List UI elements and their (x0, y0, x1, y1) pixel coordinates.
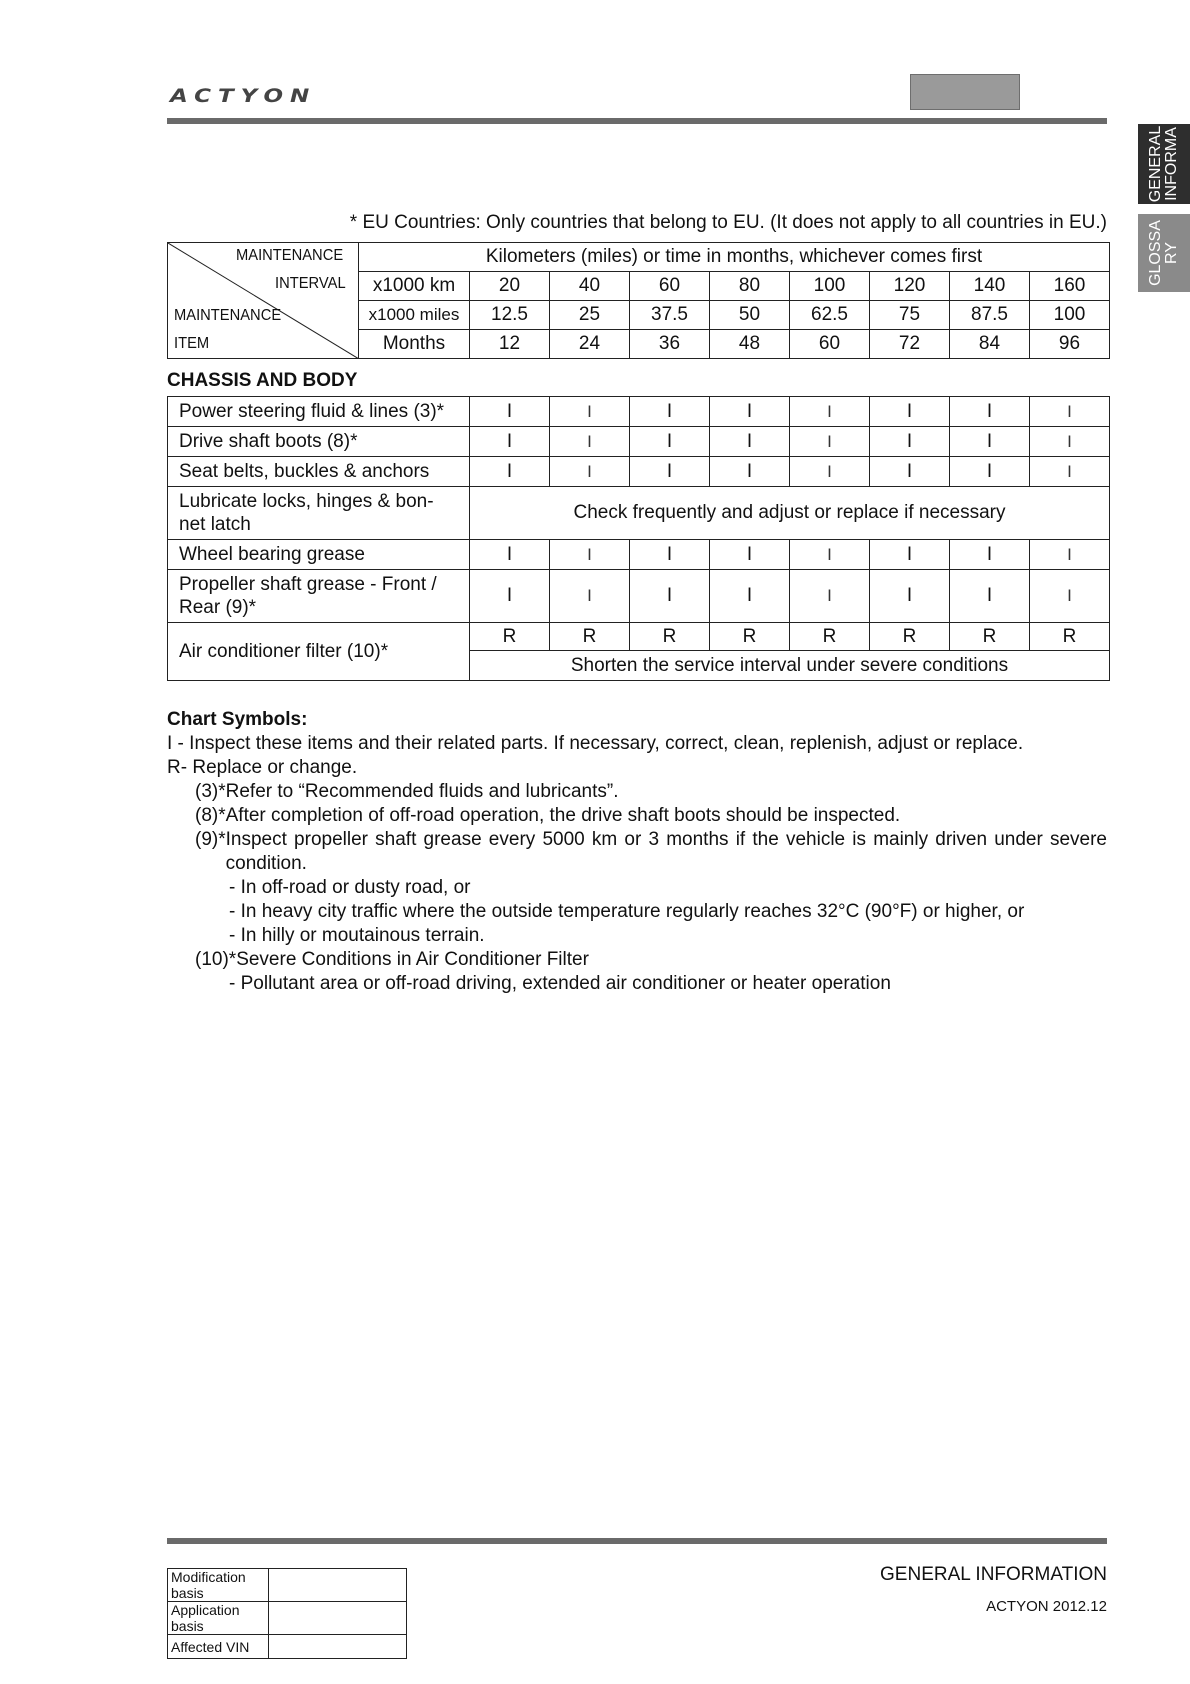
mark-cell: I (630, 570, 710, 623)
note-key: (10)* (195, 949, 237, 970)
interval-value: 120 (870, 272, 950, 301)
interval-value: 62.5 (790, 301, 870, 330)
note-text: Inspect propeller shaft grease every 5000 km or 3 months if the vehicle is mainly driven under severe condition. (225, 829, 1107, 874)
side-tab-general-label: GENERAL INFORMA (1147, 125, 1180, 203)
mark-cell: I (950, 427, 1030, 457)
note-key: (8)* (195, 805, 226, 826)
mark-cell: I (550, 397, 630, 427)
note-9 (167, 828, 1107, 876)
interval-value: 72 (870, 330, 950, 359)
item-name: Drive shaft boots (8)* (168, 427, 470, 457)
mark-cell: I (1030, 570, 1110, 623)
note-10 (167, 948, 1107, 972)
mod-label: Affected VIN (168, 1635, 269, 1659)
interval-value: 20 (470, 272, 550, 301)
mark-cell: I (550, 427, 630, 457)
item-name: Power steering fluid & lines (3)* (168, 397, 470, 427)
unit-cell: x1000 miles (359, 301, 470, 330)
interval-value: 12 (470, 330, 550, 359)
side-tab-general-information[interactable] (1138, 124, 1190, 204)
interval-value: 80 (710, 272, 790, 301)
interval-value: 140 (950, 272, 1030, 301)
actyon-logo: ACTYON (170, 86, 317, 107)
mark-cell: I (630, 540, 710, 570)
mark-cell: I (710, 570, 790, 623)
modification-table (167, 1568, 407, 1659)
footer-rule (167, 1538, 1107, 1544)
interval-value: 87.5 (950, 301, 1030, 330)
corner-label-interval: INTERVAL (275, 275, 346, 292)
mark-cell: I (550, 540, 630, 570)
interval-value: 84 (950, 330, 1030, 359)
mark-cell: I (710, 397, 790, 427)
mark-cell: I (550, 570, 630, 623)
interval-value: 100 (1030, 301, 1110, 330)
section-title-chassis-body: CHASSIS AND BODY (167, 370, 358, 391)
interval-value: 36 (630, 330, 710, 359)
header-rule (167, 118, 1107, 124)
chassis-body-items-table (167, 396, 1110, 681)
mark-cell: I (470, 397, 550, 427)
interval-value: 25 (550, 301, 630, 330)
mod-value (269, 1602, 407, 1635)
note-text: Severe Conditions in Air Conditioner Filter (236, 949, 589, 970)
mark-cell: I (950, 540, 1030, 570)
mark-cell: I (470, 457, 550, 487)
table-row (168, 570, 1110, 623)
unit-cell: x1000 km (359, 272, 470, 301)
note-key: (3)* (195, 781, 226, 802)
table-row (168, 487, 1110, 540)
span-note-cell: Check frequently and adjust or replace if necessary (470, 487, 1110, 540)
symbol-i-key: I - (167, 733, 184, 754)
interval-value: 40 (550, 272, 630, 301)
item-name: Seat belts, buckles & anchors (168, 457, 470, 487)
interval-value: 60 (790, 330, 870, 359)
side-tab-glossary[interactable] (1138, 214, 1190, 292)
interval-value: 75 (870, 301, 950, 330)
interval-value: 50 (710, 301, 790, 330)
symbol-i (167, 732, 1107, 756)
item-name: Propeller shaft grease - Front / Rear (9)* (168, 570, 470, 623)
mark-cell: I (630, 427, 710, 457)
maintenance-interval-table (167, 242, 1110, 359)
mark-cell: I (790, 540, 870, 570)
mark-cell: I (870, 397, 950, 427)
span-note-cell: Shorten the service interval under severe conditions (470, 651, 1110, 681)
mark-cell: I (470, 427, 550, 457)
symbol-r (167, 756, 1107, 780)
mark-cell: I (950, 457, 1030, 487)
corner-label-item: ITEM (174, 335, 210, 352)
mark-cell: I (870, 540, 950, 570)
mark-cell: I (470, 570, 550, 623)
table-row (168, 1635, 407, 1659)
mark-cell: I (950, 397, 1030, 427)
interval-value: 48 (710, 330, 790, 359)
mark-cell: R (1030, 623, 1110, 651)
mark-cell: I (1030, 397, 1110, 427)
mod-label: Application basis (168, 1602, 269, 1635)
mark-cell: R (630, 623, 710, 651)
corner-label-maintenance-interval: MAINTENANCE (235, 247, 343, 264)
side-tab-glossary-label: GLOSSA RY (1147, 220, 1180, 286)
mark-cell: R (950, 623, 1030, 651)
table-row (168, 540, 1110, 570)
corner-label-maintenance-item: MAINTENANCE (174, 307, 282, 324)
mark-cell: I (790, 397, 870, 427)
mark-cell: I (870, 570, 950, 623)
note-8 (167, 804, 1107, 828)
mark-cell: I (1030, 427, 1110, 457)
footer-title: GENERAL INFORMATION (880, 1564, 1107, 1585)
note-key: (9)* (195, 829, 226, 850)
table-corner-cell (168, 243, 359, 359)
mark-cell: I (630, 457, 710, 487)
symbol-i-text: Inspect these items and their related parts. If necessary, correct, clean, replenish, adjust or replace. (189, 733, 1024, 754)
table-row (168, 623, 1110, 651)
mark-cell: I (790, 427, 870, 457)
mark-cell: I (470, 540, 550, 570)
chart-symbols (167, 708, 1107, 996)
item-name: Lubricate locks, hinges & bon-net latch (168, 487, 470, 540)
mark-cell: I (790, 457, 870, 487)
mark-cell: I (1030, 457, 1110, 487)
interval-value: 100 (790, 272, 870, 301)
eu-countries-note: * EU Countries: Only countries that belong to EU. (It does not apply to all countries in EU.) (349, 212, 1107, 233)
table-row (168, 1602, 407, 1635)
mark-cell: I (950, 570, 1030, 623)
item-name: Air conditioner filter (10)* (168, 623, 470, 681)
mod-value (269, 1569, 407, 1602)
mark-cell: R (790, 623, 870, 651)
note-3 (167, 780, 1107, 804)
mod-label: Modification basis (168, 1569, 269, 1602)
interval-value: 37.5 (630, 301, 710, 330)
mark-cell: I (790, 570, 870, 623)
mark-cell: R (870, 623, 950, 651)
interval-value: 96 (1030, 330, 1110, 359)
mark-cell: R (550, 623, 630, 651)
interval-value: 12.5 (470, 301, 550, 330)
note-text: After completion of off-road operation, the drive shaft boots should be inspected. (225, 805, 901, 826)
mark-cell: I (870, 457, 950, 487)
item-name: Wheel bearing grease (168, 540, 470, 570)
table-row (168, 1569, 407, 1602)
mark-cell: I (710, 457, 790, 487)
interval-value: 24 (550, 330, 630, 359)
footer-subtitle: ACTYON 2012.12 (986, 1598, 1107, 1615)
interval-value: 60 (630, 272, 710, 301)
header-gray-box (910, 74, 1020, 110)
mark-cell: I (870, 427, 950, 457)
mark-cell: I (630, 397, 710, 427)
chart-symbols-title: Chart Symbols: (167, 709, 308, 730)
table-row (168, 397, 1110, 427)
mod-value (269, 1635, 407, 1659)
symbol-r-key: R- (167, 757, 188, 778)
mark-cell: I (550, 457, 630, 487)
note-text: Refer to “Recommended fluids and lubricants”. (225, 781, 619, 802)
interval-span-header: Kilometers (miles) or time in months, whichever comes first (359, 243, 1110, 272)
mark-cell: I (710, 427, 790, 457)
note-10-sub: - Pollutant area or off-road driving, extended air conditioner or heater operation (229, 973, 891, 994)
interval-value: 160 (1030, 272, 1110, 301)
table-row (168, 457, 1110, 487)
mark-cell: I (710, 540, 790, 570)
mark-cell: R (470, 623, 550, 651)
symbol-r-text: Replace or change. (192, 757, 358, 778)
unit-cell: Months (359, 330, 470, 359)
mark-cell: R (710, 623, 790, 651)
table-row (168, 427, 1110, 457)
note-9-sub: - In heavy city traffic where the outside temperature regularly reaches 32°C (90°F) or higher, or (229, 901, 1025, 922)
note-9-sub: - In hilly or moutainous terrain. (229, 925, 485, 946)
mark-cell: I (1030, 540, 1110, 570)
note-9-sub: - In off-road or dusty road, or (229, 877, 471, 898)
